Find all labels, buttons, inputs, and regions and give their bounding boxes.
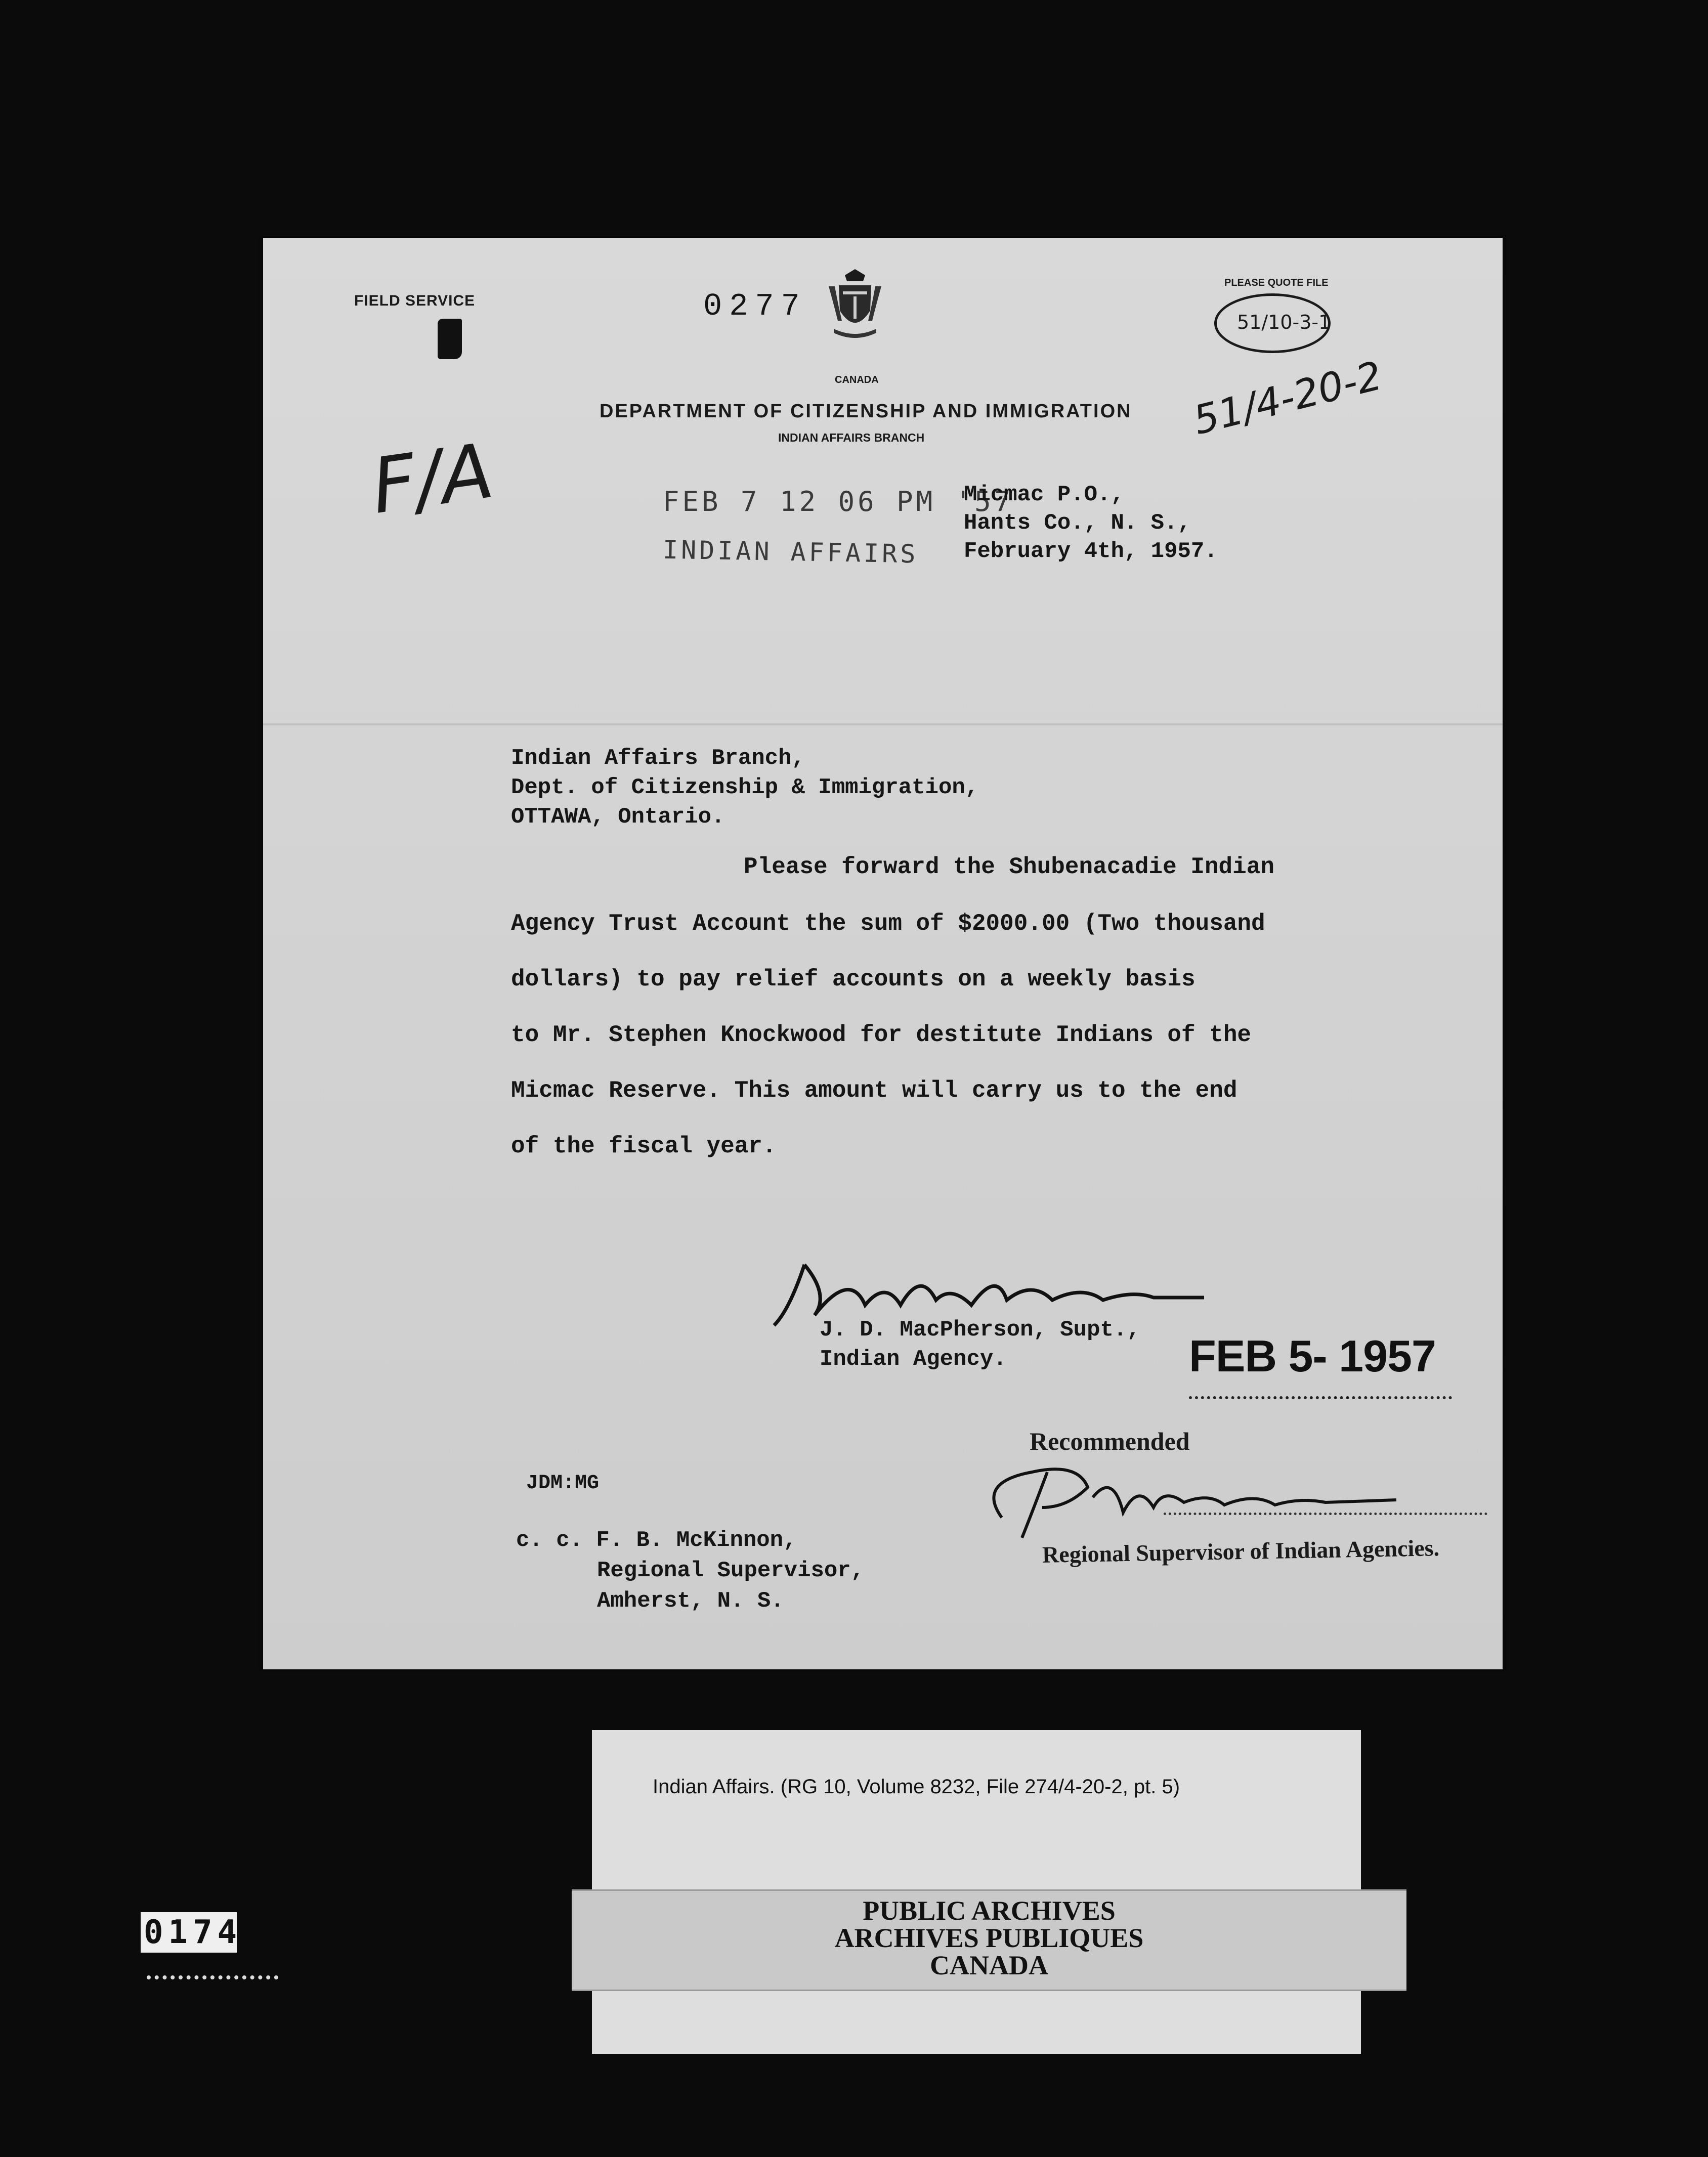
file-ref-handwritten: 51/4-20-2 bbox=[1189, 353, 1387, 444]
body-line: Please forward the Shubenacadie Indian bbox=[744, 854, 1274, 880]
archive-reference: Indian Affairs. (RG 10, Volume 8232, File 274/4-20-2, pt. 5) bbox=[653, 1776, 1180, 1798]
cc-line: Amherst, N. S. bbox=[597, 1588, 784, 1614]
document-number: 0277 bbox=[703, 288, 807, 324]
branch-subheading: INDIAN AFFAIRS BRANCH bbox=[778, 431, 925, 444]
signature-block bbox=[820, 1315, 1140, 1374]
body-line: Agency Trust Account the sum of $2000.00 (Two thousand bbox=[511, 911, 1265, 937]
fold-line bbox=[263, 723, 1503, 725]
body-line: dollars) to pay relief accounts on a weekly basis bbox=[511, 966, 1195, 993]
address-line: Indian Affairs Branch, bbox=[511, 746, 805, 771]
date-line: February 4th, 1957. bbox=[964, 539, 1218, 564]
file-ref-circled: 51/10-3-1 bbox=[1237, 311, 1331, 333]
recommended-label: Recommended bbox=[1030, 1427, 1190, 1455]
body-line: of the fiscal year. bbox=[511, 1133, 777, 1159]
archive-stamp-band bbox=[572, 1889, 1406, 1991]
archive-stamp-line: CANADA bbox=[930, 1950, 1048, 1980]
reference-initials: JDM:MG bbox=[526, 1472, 600, 1495]
received-stamp-office: INDIAN AFFAIRS bbox=[662, 535, 919, 569]
recipient-address bbox=[511, 744, 978, 832]
address-line: Hants Co., N. S., bbox=[964, 510, 1191, 536]
regional-signature-rule bbox=[1164, 1513, 1487, 1515]
regional-signature-caption: Regional Supervisor of Indian Agencies. bbox=[1042, 1535, 1440, 1568]
address-line: OTTAWA, Ontario. bbox=[511, 804, 725, 830]
please-quote-label: PLEASE QUOTE FILE bbox=[1224, 277, 1329, 288]
sender-address bbox=[964, 481, 1218, 566]
frame-number: 0174 bbox=[144, 1914, 242, 1951]
signatory-office: Indian Agency. bbox=[820, 1347, 1007, 1372]
ink-blot bbox=[438, 319, 462, 359]
signatory-name: J. D. MacPherson, Supt., bbox=[820, 1317, 1140, 1343]
frame-number-tag bbox=[141, 1912, 242, 1953]
body-line: to Mr. Stephen Knockwood for destitute Indians of the bbox=[511, 1022, 1252, 1048]
handwritten-initials: F/A bbox=[366, 427, 499, 531]
canada-crest bbox=[825, 268, 885, 344]
received-stamp-datetime: FEB 7 12 06 PM '57 bbox=[663, 486, 1014, 517]
film-sprocket-marks bbox=[147, 1975, 278, 1979]
address-line: Micmac P.O., bbox=[964, 482, 1124, 507]
department-heading: DEPARTMENT OF CITIZENSHIP AND IMMIGRATION bbox=[600, 401, 1132, 422]
archive-stamp bbox=[572, 1897, 1406, 1979]
carbon-copy-block bbox=[516, 1525, 864, 1616]
body-line: Micmac Reserve. This amount will carry us to the end bbox=[511, 1077, 1237, 1104]
letter-page bbox=[263, 238, 1503, 1669]
archive-stamp-line: ARCHIVES PUBLIQUES bbox=[834, 1923, 1144, 1953]
crest-icon bbox=[825, 268, 885, 344]
cc-line: c. c. F. B. McKinnon, bbox=[516, 1528, 797, 1553]
field-service-label: FIELD SERVICE bbox=[354, 292, 476, 309]
date-stamp-rule bbox=[1189, 1396, 1452, 1399]
date-stamp: FEB 5- 1957 bbox=[1189, 1331, 1436, 1381]
cc-line: Regional Supervisor, bbox=[597, 1558, 865, 1583]
address-line: Dept. of Citizenship & Immigration, bbox=[511, 775, 979, 800]
crest-caption: CANADA bbox=[835, 374, 879, 385]
archive-stamp-line: PUBLIC ARCHIVES bbox=[863, 1895, 1116, 1926]
